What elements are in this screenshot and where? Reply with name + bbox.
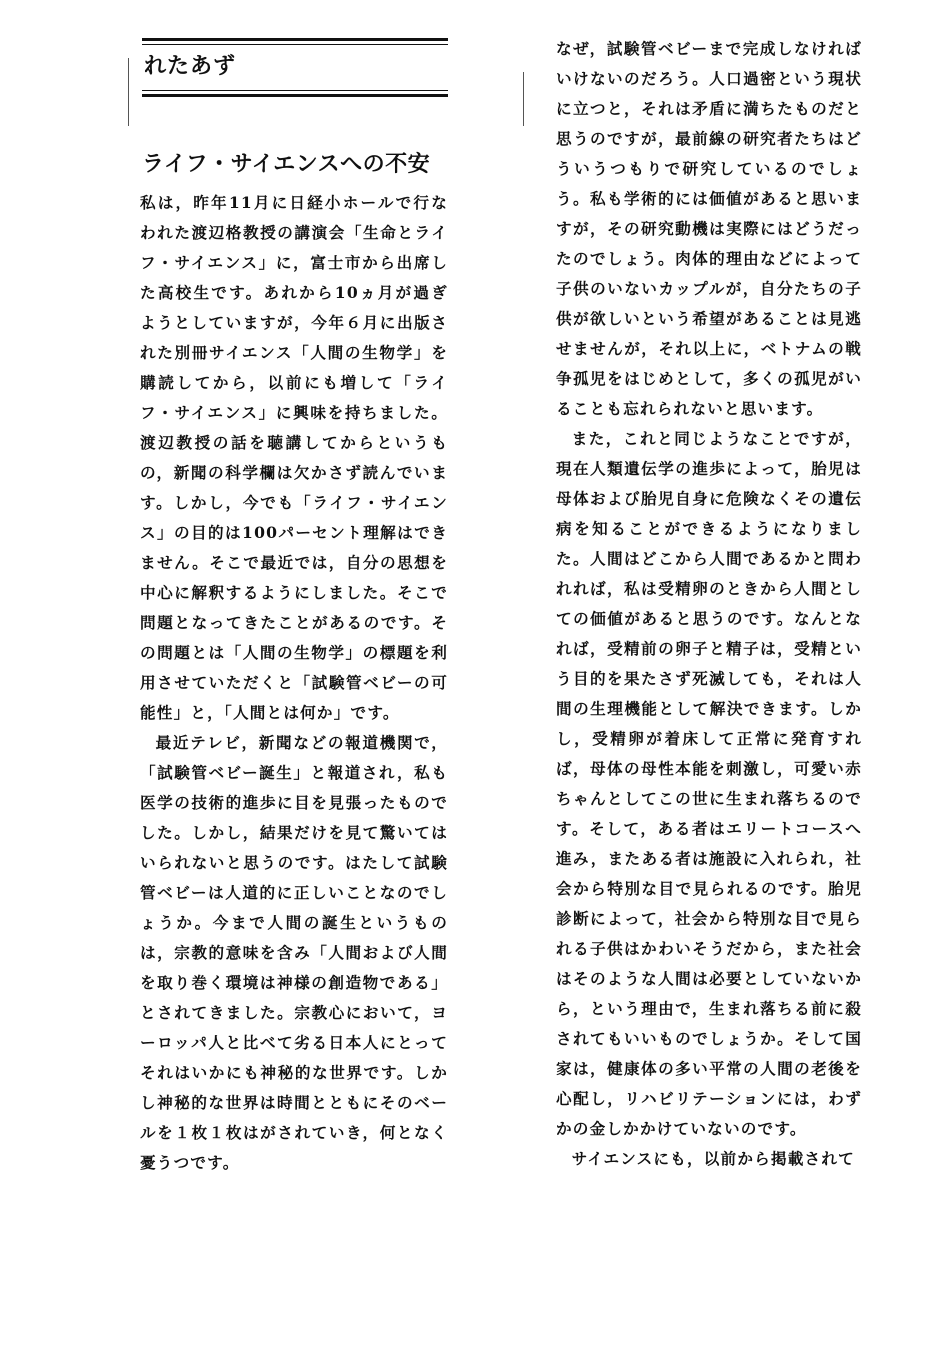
paragraph-3: なぜ，試験管ベビーまで完成しなければいけないのだろう。人口過密という現状に立つと，それは矛盾に満ちたものだと思うのですが，最前線の研究者たちはどういうつもりで研究しているのでしょう。私も学術的には価値があると思いますが，その研究動機は実際にはどうだったのでしょう。肉体的理由などによって子供のいないカップルが，自分たちの子供が欲しいという希望があることは見逃せませんが，それ以上に，ベトナムの戦争孤児をはじめとして，多くの孤児がいることも忘れられないと思います。 (556, 39, 862, 418)
article-title: ライフ・サイエンスへの不安 (142, 152, 431, 177)
text-column-left (140, 188, 448, 1178)
paragraph-2: 最近テレビ，新聞などの報道機関で，「試験管ベビー誕生」と報道され，私も医学の技術的進歩に目を見張ったものでした。しかし，結果だけを見て驚いてはいられないと思うのです。はたして試験管ベビーは人道的に正しいことなのでしょうか。今まで人間の誕生というものは，宗教的意味を含み「人間および人間を取り巻く環境は神様の創造物である」とされてきました。宗教心において，ヨーロッパ人と比べて劣る日本人にとってそれはいかにも神秘的な世界です。しかし神秘的な世界は時間とともにそのベールを１枚１枚はがされていき，何となく憂うつです。 (140, 733, 448, 1172)
header-rule-top-thick (142, 38, 448, 41)
column-title: れたあず (144, 54, 237, 79)
paragraph-4: また，これと同じようなことですが，現在人類遺伝学の進歩によって，胎児は母体および胎児自身に危険なくその遺伝病を知ることができるようになりました。人間はどこから人間であるかと問われれば，私は受精卵のときから人間としての価値があると思うのです。なんとなれば，受精前の卵子と精子は，受精という目的を果たさず死滅しても，それは人間の生理機能として解決できます。しかし，受精卵が着床して正常に発育すれば，母体の母性本能を刺激し，可愛い赤ちゃんとしてこの世に生まれ落ちるのです。そして，ある者はエリートコースへ進み，またある者は施設に入れられ，社会から特別な目で見られるのです。胎児診断によって，社会から特別な目で見られる子供はかわいそうだから，また社会はそのような人間は必要としていないから，という理由で，生まれ落ちる前に殺されてもいいものでしょうか。そして国家は，健康体の多い平常の人間の老後を心配し，リハビリテーションには，わずかの金しかかけていないのです。 (556, 429, 862, 1138)
header-rule-top-thin (142, 44, 448, 45)
paragraph-1: 私は，昨年11月に日経小ホールで行なわれた渡辺格教授の講演会「生命とライフ・サイエンス」に，富士市から出席した高校生です。あれから10ヵ月が過ぎようとしていますが，今年６月に出版された別冊サイエンス「人間の生物学」を購読してから，以前にも増して「ライフ・サイエンス」に興味を持ちました。渡辺教授の話を聴講してからというもの，新聞の科学欄は欠かさず読んでいます。しかし，今でも「ライフ・サイエンス」の目的は100パーセント理解はできません。そこで最近では，自分の思想を中心に解釈するようにしました。そこで問題となってきたことがあるのです。その問題とは「人間の生物学」の標題を利用させていただくと「試験管ベビーの可能性」と，「人間とは何か」です。 (140, 193, 448, 722)
paragraph-5: サイエンスにも，以前から掲載されて (571, 1149, 855, 1168)
column-header (142, 38, 448, 98)
margin-line-left (128, 58, 129, 126)
margin-line-middle (523, 72, 524, 126)
header-rule-bottom-thick (142, 94, 448, 97)
header-rule-bottom-thin (142, 90, 448, 91)
text-column-right (556, 34, 862, 1174)
